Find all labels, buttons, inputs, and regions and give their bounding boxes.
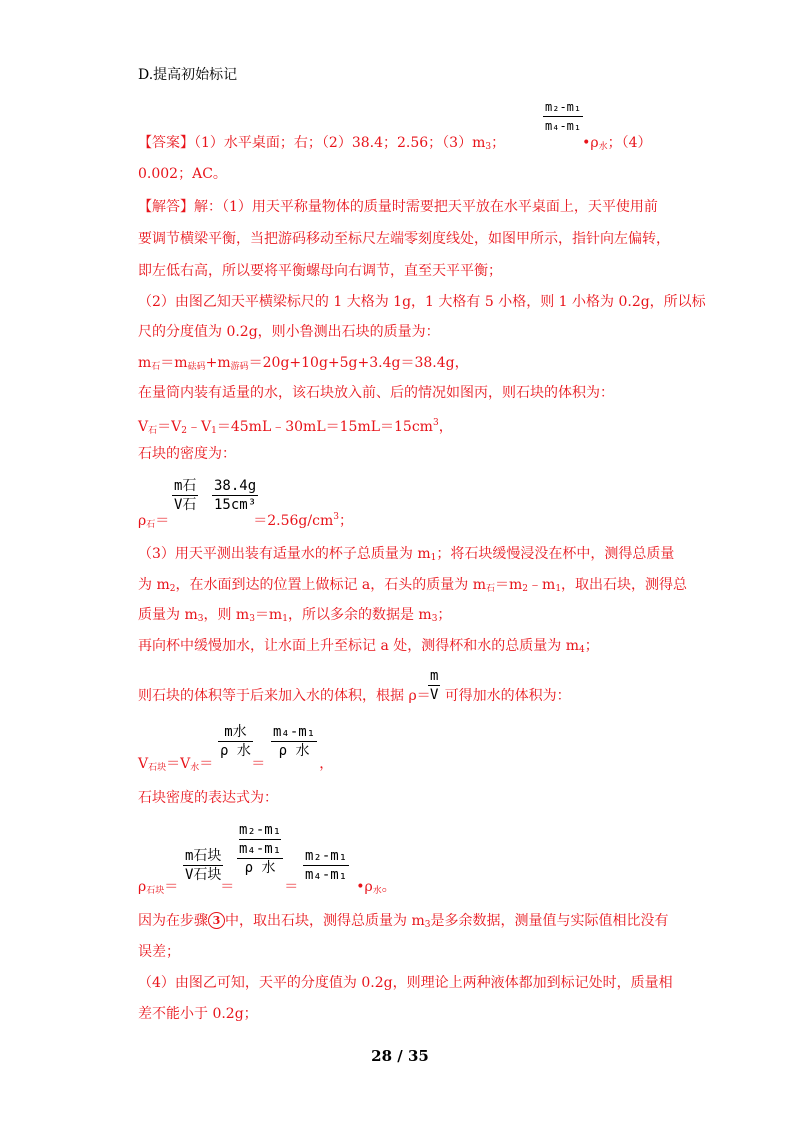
analysis-line-1: 【解答】解：（1）用天平称量物体的质量时需要把天平放在水平桌面上，天平使用前 (138, 199, 658, 215)
analysis-line-16: 石块密度的表达式为： (138, 790, 278, 806)
analysis-line-20: （4）由图乙可知，天平的分度值为 0.2g，则理论上两种液体都加到标记处时，质量相 (138, 975, 673, 991)
fraction-complex: m₂-m₁ m₄-m₁ ρ 水 (239, 822, 282, 876)
fraction-m-over-v: m石 V石 (174, 478, 197, 513)
analysis-density-line: $\rho_石= =2.56g/cm^3$； (138, 512, 353, 530)
analysis-line-19: 误差； (138, 944, 180, 960)
analysis-line-13: 再向杯中缓慢加水，让水面上升至标记 a 处，测得杯和水的总质量为 $m_4$； (138, 638, 599, 655)
analysis-line-10: （3）用天平测出装有适量水的杯子总质量为 $m_1$；将石块缓慢浸没在杯中，测得总质量 (138, 546, 675, 563)
analysis-line-6: $m_石=m_{砝码}+m_{游码}=20g+10g+5g+3.4g=38.4g$， (138, 355, 469, 372)
fraction-m4m1-rho: m₄-m₁ ρ 水 (273, 724, 316, 759)
page-number: 28 / 35 (371, 1047, 429, 1065)
analysis-line-3: 即左低右高，所以要将平衡螺母向右调节，直至天平平衡； (138, 263, 502, 279)
step-3-circle: 3 (208, 912, 225, 929)
analysis-label: 【解答】 (138, 199, 194, 215)
analysis-line-18: 因为在步骤 3 中，取出石块，测得总质量为 $m_3$是多余数据，测量值与实际值相比没有 (138, 913, 669, 930)
analysis-line-15: $V_{石块}=V_水=$ ＝ ， (138, 756, 334, 773)
answer-label: 【答案】 (138, 135, 194, 151)
analysis-line-12: 质量为 $m_3$，则 $m_3=m_1$，所以多余的数据是 $m_3$； (138, 607, 452, 624)
answer-fraction: m₂-m₁ m₄-m₁ (545, 100, 582, 133)
fraction-result: m₂-m₁ m₄-m₁ (305, 848, 348, 883)
fraction-values: 38.4g 15cm³ (214, 478, 257, 513)
analysis-line-2: 要调节横梁平衡，当把游码移动至标尺左端零刻度线处，如图甲所示，指针向左偏转， (138, 231, 670, 247)
option-d: D.提高初始标记 (138, 67, 238, 83)
analysis-line-11: 为 $m_2$，在水面到达的位置上做标记 a，石头的质量为 $m_石=m_2﹣m_1$，取出石块，测得总 (138, 577, 688, 594)
analysis-line-7: 在量筒内装有适量的水，该石块放入前、后的情况如图丙，则石块的体积为： (138, 385, 614, 401)
fraction-mwater-rho: m水 ρ 水 (220, 724, 251, 759)
answer-line-1: 【答案】（1）水平桌面；右；（2）38.4；2.56；$(3)m_3$； $•\rho_水$；（4） (138, 135, 652, 152)
fraction-m-v: m V (430, 668, 439, 703)
analysis-line-21: 差不能小于 0.2g； (138, 1006, 258, 1022)
analysis-line-14: 则石块的体积等于后来加入水的体积，根据 ρ＝ 可得加水的体积为： (138, 688, 571, 704)
fraction-rock-mass-volume: m石块 V石块 (185, 848, 222, 883)
analysis-line-5: 尺的分度值为 0.2g，则小鲁测出石块的质量为： (138, 324, 440, 340)
analysis-line-4: （2）由图乙知天平横梁标尺的 1 大格为 1g，1 大格有 5 小格，则 1 小格为 0.2g，所以标 (138, 294, 706, 310)
analysis-line-8: $V_石=V_2﹣V_1=45mL﹣30mL=15mL=15cm^3$， (138, 418, 453, 436)
answer-line-2: 0.002；AC。 (138, 166, 227, 182)
analysis-line-17: $\rho_{石块}=$ ＝ ＝ $•\rho_水$。 (138, 879, 396, 896)
analysis-line-9: 石块的密度为： (138, 446, 236, 462)
